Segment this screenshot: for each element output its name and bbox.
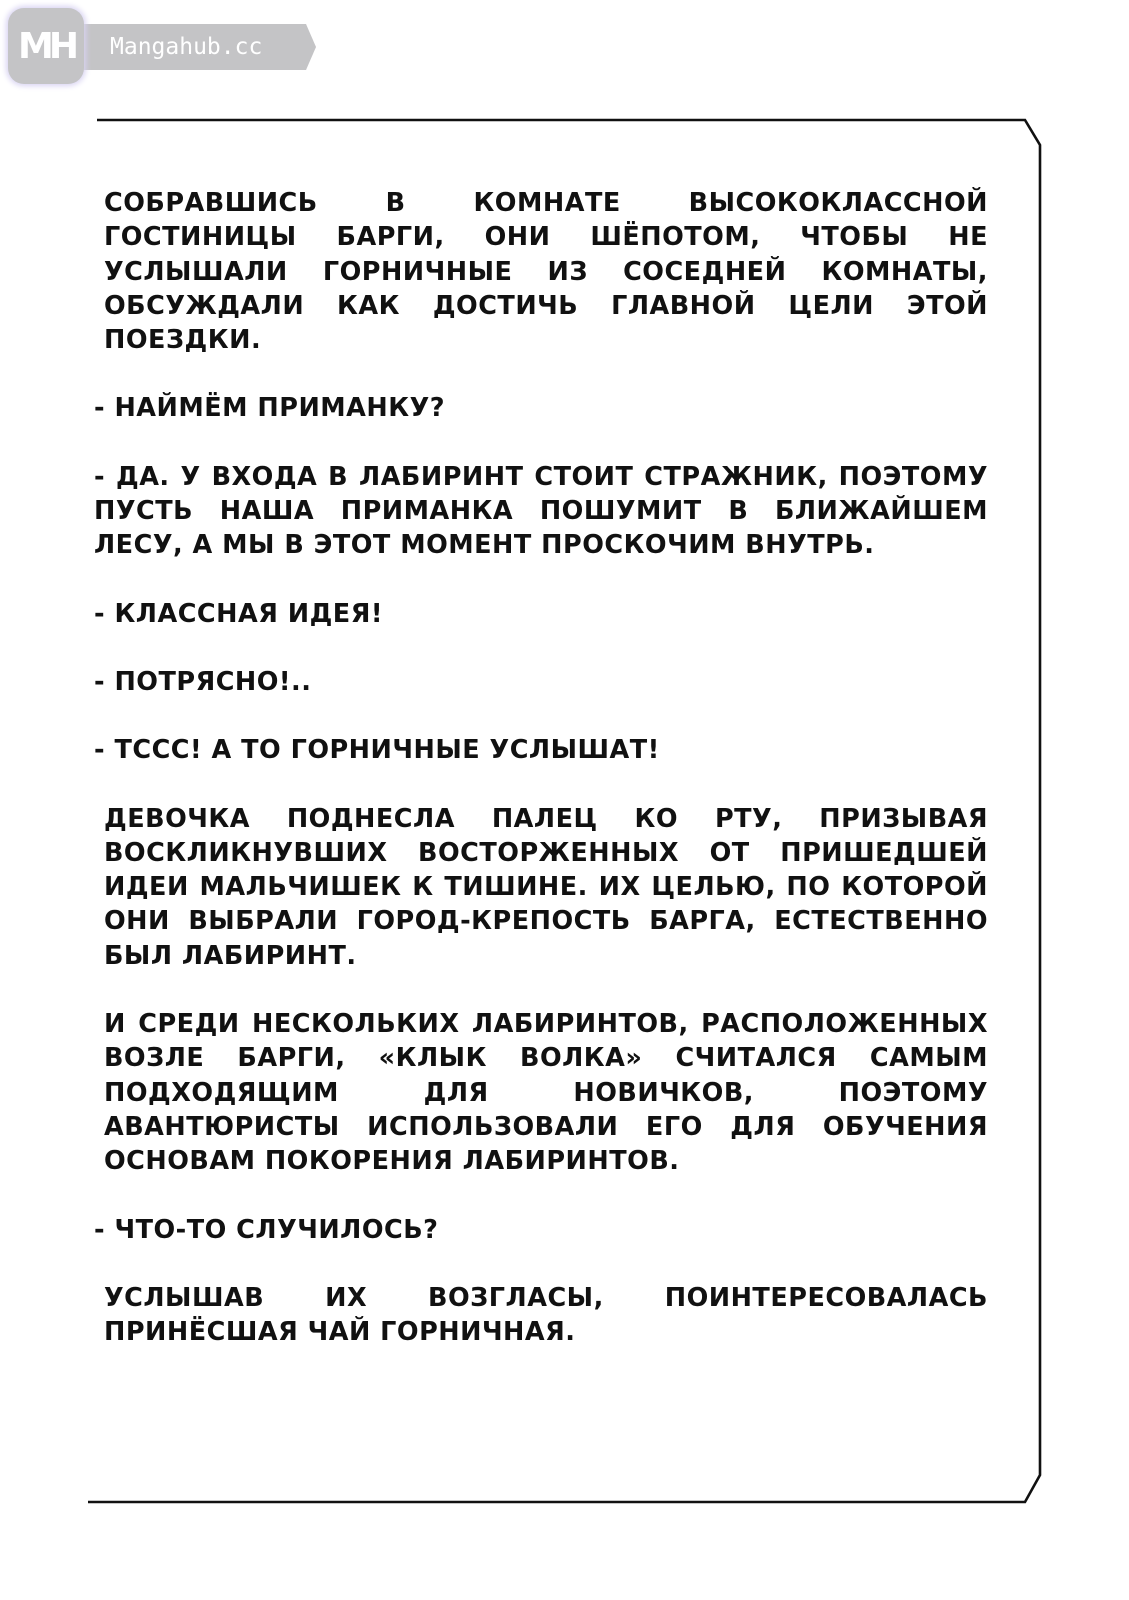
mangahub-logo-icon [8, 8, 84, 84]
paragraph-dialogue: - ЧТО-ТО СЛУЧИЛОСЬ? [94, 1214, 439, 1245]
page-text [94, 186, 988, 1383]
watermark-logo-text: MH [18, 25, 74, 67]
paragraph-dialogue: - ДА. У ВХОДА В ЛАБИРИНТ СТОИТ СТРАЖНИК, ПОЭТОМУ ПУСТЬ НАША ПРИМАНКА ПОШУМИТ В БЛИЖАЙШЕМ ЛЕСУ, А МЫ В ЭТОТ МОМЕНТ ПРОСКОЧИМ ВНУТРЬ. [94, 461, 988, 561]
paragraph-narration: СОБРАВШИСЬ В КОМНАТЕ ВЫСОКОКЛАССНОЙ ГОСТИНИЦЫ БАРГИ, ОНИ ШЁПОТОМ, ЧТОБЫ НЕ УСЛЫШАЛИ ГОРНИЧНЫЕ ИЗ СОСЕДНЕЙ КОМНАТЫ, ОБСУЖДАЛИ КАК ДОСТИЧЬ ГЛАВНОЙ ЦЕЛИ ЭТОЙ ПОЕЗДКИ. [104, 188, 988, 356]
paragraph-narration: УСЛЫШАВ ИХ ВОЗГЛАСЫ, ПОИНТЕРЕСОВАЛАСЬ ПРИНЁСШАЯ ЧАЙ ГОРНИЧНАЯ. [104, 1282, 988, 1348]
paragraph-dialogue: - ПОТРЯСНО!.. [94, 666, 312, 697]
paragraph-dialogue: - НАЙМЁМ ПРИМАНКУ? [94, 393, 446, 424]
paragraph-dialogue: - ТССС! А ТО ГОРНИЧНЫЕ УСЛЫШАТ! [94, 735, 660, 766]
paragraph-narration: ДЕВОЧКА ПОДНЕСЛА ПАЛЕЦ КО РТУ, ПРИЗЫВАЯ ВОСКЛИКНУВШИХ ВОСТОРЖЕННЫХ ОТ ПРИШЕДШЕЙ ИДЕИ МАЛЬЧИШЕК К ТИШИНЕ. ИХ ЦЕЛЬЮ, ПО КОТОРОЙ ОНИ ВЫБРАЛИ ГОРОД-КРЕПОСТЬ БАРГА, ЕСТЕСТВЕННО БЫЛ ЛАБИРИНТ. [104, 803, 988, 971]
watermark [8, 8, 338, 86]
watermark-site-name: Mangahub.cc [110, 34, 263, 60]
paragraph-dialogue: - КЛАССНАЯ ИДЕЯ! [94, 598, 383, 629]
paragraph-narration: И СРЕДИ НЕСКОЛЬКИХ ЛАБИРИНТОВ, РАСПОЛОЖЕННЫХ ВОЗЛЕ БАРГИ, «КЛЫК ВОЛКА» СЧИТАЛСЯ САМЫМ ПОДХОДЯЩИМ ДЛЯ НОВИЧКОВ, ПОЭТОМУ АВАНТЮРИСТЫ ИСПОЛЬЗОВАЛИ ЕГО ДЛЯ ОБУЧЕНИЯ ОСНОВАМ ПОКОРЕНИЯ ЛАБИРИНТОВ. [104, 1009, 988, 1177]
